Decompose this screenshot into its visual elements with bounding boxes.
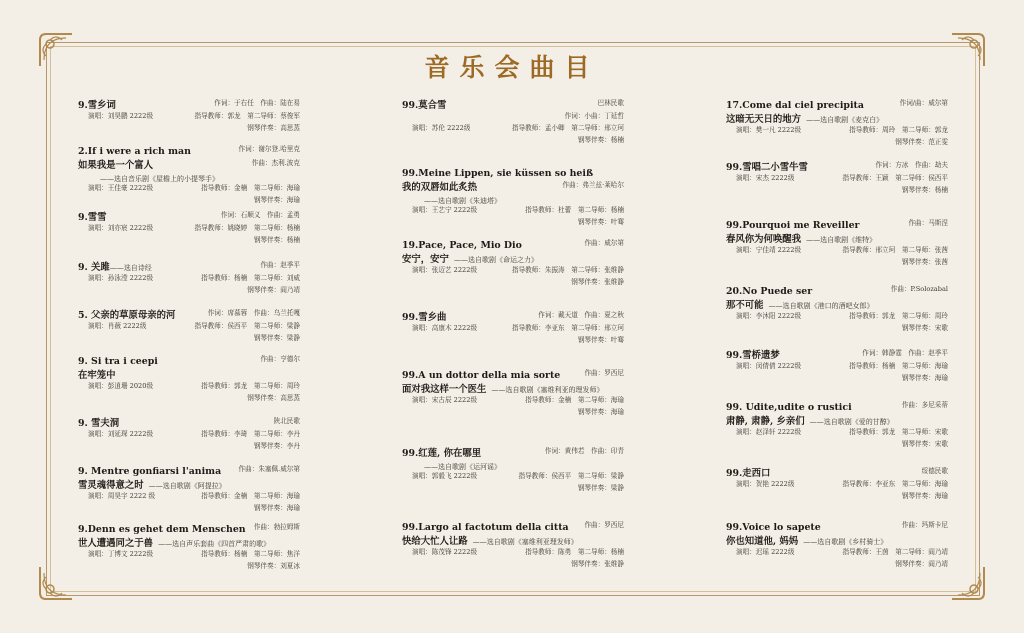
entry-credits: 作词：石顺义 作曲：孟勇: [220, 211, 300, 219]
singer-label: 演唱：刘昊鹏 2222级: [88, 112, 154, 120]
entry-cn-title: 这暗无天日的地方: [726, 114, 802, 125]
page-title: 音乐会曲目: [424, 53, 600, 82]
entry-title: 99.莫合雪: [402, 100, 447, 111]
entry-title: 99.雪唱二小雪牛雪: [726, 162, 808, 173]
performer-row: [78, 548, 300, 560]
entry-cn-row: [726, 532, 948, 546]
entry-title-row: [726, 346, 948, 360]
entry-title-row: [402, 366, 624, 380]
entry-title: 99. Udite,udite o rustici: [726, 402, 852, 413]
entry-cn-title: 你也知道他, 妈妈: [726, 536, 799, 547]
entry-title: 99.Largo al factotum della citta: [402, 522, 569, 533]
singer-label: 演唱：李沐阳 2222级: [736, 312, 802, 320]
entry-source-row: [402, 458, 624, 470]
singer-label: 演唱：王艺宁 2222级: [412, 206, 478, 214]
teacher-label: 指导教师：金楠 第二导师：海瑜: [201, 184, 300, 192]
pianist-label: 钢琴伴奏：海瑜: [901, 374, 948, 382]
performer-row: [726, 478, 948, 490]
entry-title-source: ——选自诗经: [109, 264, 152, 272]
entry-title-row: [78, 520, 300, 534]
pianist-row: [78, 284, 300, 296]
entry-title-row: [78, 414, 300, 428]
entry-title-row: [78, 142, 300, 156]
program-entry: [78, 414, 300, 452]
entry-title-row: [726, 158, 948, 172]
entry-cn-credits: 作曲：杰利.波克: [251, 159, 300, 167]
entry-title: 9. 关雎: [78, 262, 110, 273]
performer-row: [78, 272, 300, 284]
singer-label: 演唱：张迈艺 2222级: [412, 266, 478, 274]
entry-title-row: [402, 308, 624, 322]
performer-row: [78, 490, 300, 502]
entry-credits: 作曲：罗西尼: [584, 521, 624, 529]
singer-label: 演唱：樊一凡 2222级: [736, 126, 802, 134]
program-entry: [402, 518, 624, 570]
program-entry: [78, 352, 300, 404]
entry-source: ——选自歌剧《麦克白》: [806, 116, 884, 124]
teacher-label: 指导教师：侯西平 第二导师：梁静: [194, 322, 300, 330]
entry-credits: 作词：谢尔登.哈里克: [238, 145, 300, 153]
entry-title-row: [78, 208, 300, 222]
entry-cn-row: [78, 534, 300, 548]
performer-row: [78, 428, 300, 440]
teacher-label: 指导教师：郭龙 第二导师：周玲: [201, 382, 300, 390]
pianist-row: [402, 558, 624, 570]
singer-label: 演唱：孙泳滢 2222级: [88, 274, 154, 282]
entry-source: ——选自歌剧《阿提拉》: [148, 482, 226, 490]
pianist-label: 钢琴伴奏：宋歌: [901, 324, 948, 332]
teacher-label: 指导教师：侯西平 第二导师：梁静: [518, 472, 624, 480]
entry-title: 99.走西口: [726, 468, 771, 479]
entry-title-row: [402, 444, 624, 458]
pianist-label: 钢琴伴奏：李丹: [253, 442, 300, 450]
pianist-label: 钢琴伴奏：刘夏冰: [247, 562, 300, 570]
program-entry: [726, 346, 948, 384]
program-entry: [726, 398, 948, 450]
entry-title-row: [726, 282, 948, 296]
pianist-label: 钢琴伴奏：海瑜: [901, 492, 948, 500]
entry-credits: 陕北民歌: [273, 417, 300, 425]
pianist-row: [78, 440, 300, 452]
pianist-label: 钢琴伴奏：海瑜: [253, 196, 300, 204]
teacher-label: 指导教师：杨楠 第二导师：海瑜: [849, 362, 948, 370]
entry-title-row: [78, 96, 300, 110]
entry-source: ——选自歌剧《运河谣》: [424, 463, 501, 471]
pianist-row: [402, 406, 624, 418]
teacher-label: 指导教师：郭龙 第二导师：宋歌: [849, 428, 948, 436]
teacher-label: 指导教师：杨楠 第二导师：刘威: [201, 274, 300, 282]
singer-label: 演唱：刘亦宸 2222级: [88, 224, 154, 232]
entry-source: ——选自声乐套曲《四首严肃的歌》: [158, 540, 271, 548]
pianist-row: [402, 216, 624, 228]
program-entry: [78, 306, 300, 344]
entry-cn-title: 肃静, 肃静, 乡亲们: [726, 416, 805, 427]
corner-ornament-icon: [948, 563, 988, 603]
pianist-row: [78, 194, 300, 206]
entry-source: ——选自歌剧《维特》: [806, 236, 877, 244]
entry-credits: 巴林民歌: [597, 99, 624, 107]
performer-row: [78, 320, 300, 332]
pianist-row: [78, 122, 300, 134]
pianist-row: [78, 392, 300, 404]
entry-title: 19.Pace, Pace, Mio Dio: [402, 240, 522, 251]
entry-credits: 作词：黄伟若 作曲：印青: [544, 447, 624, 455]
entry-title: 99.Voice lo sapete: [726, 522, 821, 533]
entry-credits: 作曲：罗西尼: [584, 369, 624, 377]
pianist-label: 钢琴伴奏：阎乃靖: [895, 560, 948, 568]
program-entry: [726, 282, 948, 334]
entry-credits: 作词/曲：威尔第: [899, 99, 948, 107]
teacher-label: 指导教师：李亚东 第二导师：邢立珂: [511, 324, 624, 332]
pianist-label: 钢琴伴奏：叶骞: [577, 336, 624, 344]
singer-label: 演唱：宋杰 2222级: [736, 174, 795, 182]
pianist-row: [78, 502, 300, 514]
pianist-label: 钢琴伴奏：宋歌: [901, 440, 948, 448]
program-entry: [726, 216, 948, 268]
pianist-row: [726, 490, 948, 502]
entry-extra-row: [402, 110, 624, 122]
pianist-label: 钢琴伴奏：杨楠: [901, 186, 948, 194]
entry-cn-row: [726, 230, 948, 244]
entry-cn-title: 快给大忙人让路: [402, 536, 468, 547]
entry-title: 99.红莲, 你在哪里: [402, 448, 482, 459]
entry-cn-row: [78, 366, 300, 380]
entry-title: 9. 雪夫洞: [78, 418, 120, 429]
entry-credits: 作曲：马斯涅: [908, 219, 948, 227]
teacher-label: 指导教师：王茵 第二导师：阎乃靖: [842, 548, 948, 556]
pianist-label: 钢琴伴奏：张维静: [571, 278, 624, 286]
entry-cn-title: 如果我是一个富人: [78, 160, 154, 171]
entry-title-row: [78, 462, 300, 476]
entry-source-row: [402, 192, 624, 204]
entry-title-row: [726, 96, 948, 110]
performer-row: [726, 310, 948, 322]
pianist-row: [726, 372, 948, 384]
performer-row: [78, 182, 300, 194]
entry-title-row: [78, 352, 300, 366]
entry-title: 99.雪桥遗梦: [726, 350, 780, 361]
entry-source: ——选自歌剧《塞维利亚理发师》: [472, 538, 578, 546]
singer-label: 演唱：肖薇 2222级: [88, 322, 147, 330]
entry-title-row: [78, 258, 300, 272]
pianist-label: 钢琴伴奏：梁静: [253, 334, 300, 342]
entry-credits: 作词：戴天道 作曲：夏之秋: [538, 311, 624, 319]
entry-cn-row: [402, 250, 624, 264]
program-entry: [78, 208, 300, 246]
pianist-label: 钢琴伴奏：范正雯: [895, 138, 948, 146]
pianist-row: [726, 136, 948, 148]
entry-source: ——选自歌剧《朱迪塔》: [424, 197, 501, 205]
performer-row: [402, 546, 624, 558]
program-entry: [726, 464, 948, 502]
singer-label: 演唱：贺艳 2222级: [736, 480, 795, 488]
entry-cn-title: 在牢笼中: [78, 370, 116, 381]
entry-credits: 作曲：玛斯卡尼: [901, 521, 948, 529]
singer-label: 演唱：彭逍珊 2020级: [88, 382, 154, 390]
entry-source: ——选自歌剧《塞维利亚的理发师》: [491, 386, 604, 394]
entry-credits: 作曲：威尔第: [584, 239, 624, 247]
pianist-label: 钢琴伴奏：高思蒸: [247, 394, 300, 402]
program-entry: [402, 308, 624, 346]
entry-cn-row: [402, 380, 624, 394]
program-entry: [402, 164, 624, 228]
performer-row: [726, 546, 948, 558]
teacher-label: 指导教师：陈勇 第二导师：杨楠: [525, 548, 624, 556]
singer-label: 演唱：闵倩倩 2222级: [736, 362, 802, 370]
teacher-label: 指导教师：王颖 第二导师：侯西平: [842, 174, 948, 182]
performer-row: [402, 470, 624, 482]
entry-cn-row: [402, 532, 624, 546]
program-entry: [726, 158, 948, 196]
entry-title: 99.雪乡曲: [402, 312, 447, 323]
entry-credits: 作词：席慕蓉 作曲：乌兰托嘎: [207, 309, 300, 317]
teacher-label: 指导教师：金楠 第二导师：海瑜: [201, 492, 300, 500]
pianist-row: [402, 134, 624, 146]
pianist-label: 钢琴伴奏：海瑜: [253, 504, 300, 512]
entry-credits: 绥德民歌: [921, 467, 948, 475]
entry-source: ——选自歌剧《港口的酒吧女郎》: [768, 302, 874, 310]
pianist-label: 钢琴伴奏：张茜: [901, 258, 948, 266]
pianist-row: [726, 558, 948, 570]
performer-row: [726, 172, 948, 184]
teacher-label: 指导教师：周玲 第二导师：郭龙: [849, 126, 948, 134]
singer-label: 演唱：高康木 2222级: [412, 324, 478, 332]
pianist-row: [402, 334, 624, 346]
entry-credits: 作曲：P.Solozabal: [890, 285, 948, 293]
entry-cn-title: 安宁，安宁: [402, 254, 449, 265]
singer-label: 演唱：周昊宇 2222 级: [88, 492, 156, 500]
entry-title-row: [402, 236, 624, 250]
singer-label: 演唱：赵泽轩 2222级: [736, 428, 802, 436]
pianist-label: 钢琴伴奏：叶骞: [577, 218, 624, 226]
entry-title: 99.Meine Lippen, sie küssen so heiß: [402, 168, 594, 179]
teacher-label: 指导教师：孟小卿 第二导师：邢立珂: [511, 124, 624, 132]
entry-title-row: [726, 464, 948, 478]
program-entry: [402, 96, 624, 146]
program-entry: [78, 142, 300, 206]
entry-title-row: [402, 96, 624, 110]
entry-cn-row: [726, 412, 948, 426]
singer-label: 演唱：刘延琛 2222级: [88, 430, 154, 438]
entry-source-row: [78, 170, 300, 182]
singer-label: 演唱：丁博文 2222级: [88, 550, 154, 558]
entry-cn-title: 春风你为何唤醒我: [726, 234, 802, 245]
pianist-label: 钢琴伴奏：梁静: [577, 484, 624, 492]
entry-cn-title: 雪灵魂得意之时: [78, 480, 144, 491]
entry-title-row: [402, 518, 624, 532]
singer-label: 演唱：宁佳靖 2222级: [736, 246, 802, 254]
entry-credits: 作词：方冰 作曲：劫夫: [875, 161, 948, 169]
pianist-row: [726, 322, 948, 334]
performer-row: [726, 360, 948, 372]
pianist-label: 钢琴伴奏：海瑜: [577, 408, 624, 416]
entry-title: 9.Denn es gehet dem Menschen: [78, 524, 246, 535]
entry-credits: 作曲：多尼采蒂: [901, 401, 948, 409]
entry-cn-row: [726, 110, 948, 124]
pianist-label: 钢琴伴奏：杨楠: [253, 236, 300, 244]
teacher-label: 指导教师：郭龙 第二导师：周玲: [849, 312, 948, 320]
performer-row: [402, 322, 624, 334]
performer-row: [402, 394, 624, 406]
pianist-row: [78, 234, 300, 246]
singer-label: 演唱：王佳豪 2222级: [88, 184, 154, 192]
entry-extra-credits: 作词：小曲：丁延哲: [564, 112, 624, 120]
teacher-label: 指导教师：金楠 第二导师：海瑜: [525, 396, 624, 404]
entry-cn-title: 那不可能: [726, 300, 764, 311]
singer-label: 演唱：陈茂锋 2222级: [412, 548, 478, 556]
pianist-row: [726, 184, 948, 196]
entry-title-row: [78, 306, 300, 320]
entry-title-row: [726, 216, 948, 230]
pianist-row: [78, 332, 300, 344]
performer-row: [402, 122, 624, 134]
performer-row: [78, 110, 300, 122]
entry-title: 9. Mentre gonfiarsi l'anima: [78, 466, 222, 477]
performer-row: [726, 124, 948, 136]
teacher-label: 指导教师：李琦 第二导师：李丹: [201, 430, 300, 438]
entry-title-row: [726, 518, 948, 532]
entry-credits: 作曲：赵季平: [260, 261, 300, 269]
entry-source: ——选自歌剧《命运之力》: [453, 256, 538, 264]
performer-row: [402, 264, 624, 276]
singer-label: 演唱：迟瑶 2222级: [736, 548, 795, 556]
entry-credits: 作词：韩静霆 作曲：赵季平: [862, 349, 948, 357]
entry-title: 99.Pourquoi me Reveiller: [726, 220, 860, 231]
entry-credits: 作曲：亨德尔: [260, 355, 300, 363]
teacher-label: 指导教师：邢立珂 第二导师：张茜: [842, 246, 948, 254]
entry-credits: 作曲：朱塞佩.威尔第: [238, 465, 300, 473]
program-entry: [78, 96, 300, 134]
entry-cn-credits: 作曲：弗兰兹·莱哈尔: [562, 181, 624, 189]
program-entry: [402, 444, 624, 494]
corner-ornament-icon: [36, 563, 76, 603]
program-entry: [726, 96, 948, 148]
entry-title: 5. 父亲的草原母亲的河: [78, 310, 176, 321]
entry-cn-row: [726, 296, 948, 310]
performer-row: [78, 380, 300, 392]
program-entry: [78, 462, 300, 514]
entry-title-row: [402, 164, 624, 178]
entry-source: ——选自歌剧《爱的甘醇》: [809, 418, 894, 426]
program-entry: [78, 520, 300, 572]
teacher-label: 指导教师：朱振涛 第二导师：张维静: [511, 266, 624, 274]
pianist-label: 钢琴伴奏：杨楠: [577, 136, 624, 144]
entry-cn-row: [78, 476, 300, 490]
pianist-label: 钢琴伴奏：阎乃靖: [247, 286, 300, 294]
performer-row: [726, 244, 948, 256]
teacher-label: 指导教师：李亚东 第二导师：海瑜: [842, 480, 948, 488]
entry-cn-title: 面对我这样一个医生: [402, 384, 487, 395]
entry-credits: 作词：于右任 作曲：陆在易: [214, 99, 300, 107]
singer-label: 演唱：郭毅飞 2222级: [412, 472, 478, 480]
pianist-label: 钢琴伴奏：高思蒸: [247, 124, 300, 132]
teacher-label: 指导教师：郭龙 第二导师：蔡俊军: [194, 112, 300, 120]
performer-row: [726, 426, 948, 438]
singer-label: 演唱：苏伦 2222级: [412, 124, 471, 132]
pianist-row: [726, 438, 948, 450]
pianist-label: 钢琴伴奏：张维静: [571, 560, 624, 568]
entry-source: ——选自歌剧《乡村骑士》: [803, 538, 888, 546]
entry-cn-row: [402, 178, 624, 192]
program-entry: [78, 258, 300, 296]
pianist-row: [402, 276, 624, 288]
program-entry: [726, 518, 948, 570]
entry-source: ——选自音乐剧《屋檐上的小提琴手》: [100, 175, 219, 183]
pianist-row: [726, 256, 948, 268]
entry-title: 9.雪雪: [78, 212, 107, 223]
singer-label: 演唱：宋古辰 2222级: [412, 396, 478, 404]
entry-title: 17.Come dal ciel precipita: [726, 100, 864, 111]
program-entry: [402, 366, 624, 418]
performer-row: [402, 204, 624, 216]
entry-credits: 作曲：勃拉姆斯: [253, 523, 300, 531]
performer-row: [78, 222, 300, 234]
entry-title: 20.No Puede ser: [726, 286, 813, 297]
teacher-label: 指导教师：杨楠 第二导师：焦洋: [201, 550, 300, 558]
program-entry: [402, 236, 624, 288]
entry-title: 99.A un dottor della mia sorte: [402, 370, 561, 381]
entry-cn-title: 世人遭遇同之于兽: [78, 538, 154, 549]
entry-cn-row: [78, 156, 300, 170]
entry-cn-title: 我的双唇如此炙热: [402, 182, 478, 193]
pianist-row: [78, 560, 300, 572]
entry-title: 9. Si tra i ceepi: [78, 356, 158, 367]
entry-title-row: [726, 398, 948, 412]
teacher-label: 指导教师：杜蕾 第二导师：杨楠: [525, 206, 624, 214]
entry-title: 2.If i were a rich man: [78, 146, 191, 157]
entry-title: 9.雪乡词: [78, 100, 116, 111]
teacher-label: 指导教师：姚晓婷 第二导师：杨楠: [194, 224, 300, 232]
pianist-row: [402, 482, 624, 494]
